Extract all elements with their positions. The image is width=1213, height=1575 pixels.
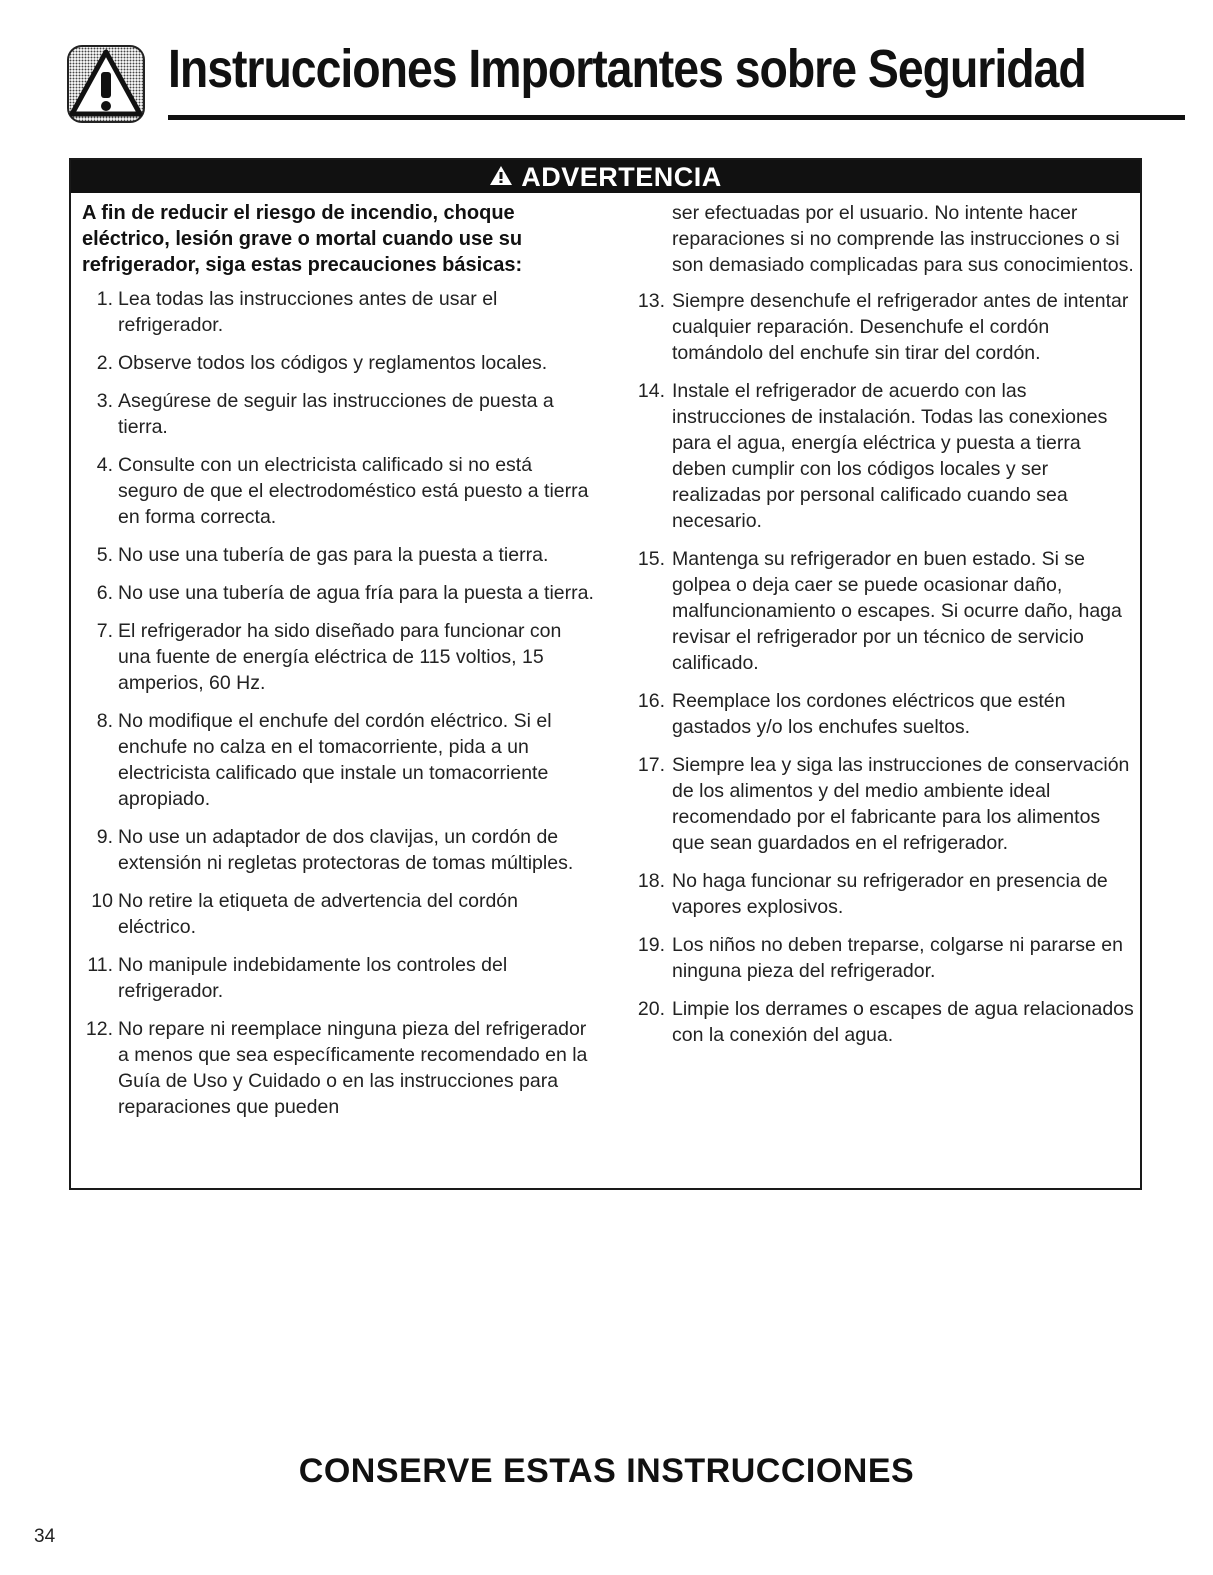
- list-item: 12. No repare ni reemplace ninguna pieza del refrigerador a menos que sea específicamente recomendado en la Guía de Uso y Cuidado o en las instrucciones para reparaciones que pueden: [85, 1018, 588, 1118]
- list-item: 17. Siempre lea y siga las instrucciones de conservación de los alimentos y del medio ambiente ideal recomendado por el fabricante para los alimentos que sean guardados en el refrigerador.: [637, 754, 1130, 854]
- list-item: 6. No use una tubería de agua fría para la puesta a tierra.: [96, 582, 594, 604]
- list-item: 9. No use un adaptador de dos clavijas, un cordón de extensión ni regletas protectoras de tomas múltiples.: [96, 826, 574, 874]
- item-12-continuation: ser efectuadas por el usuario. No intente hacer reparaciones si no comprende las instrucciones o si son demasiado complicadas para sus conocimientos.: [672, 202, 1134, 276]
- list-item: 2. Observe todos los códigos y reglamentos locales.: [96, 352, 548, 374]
- list-item: 8. No modifique el enchufe del cordón eléctrico. Si el enchufe no calza en el tomacorriente, pida a un electricista calificado que instale un tomacorriente apropiado.: [96, 710, 552, 810]
- warning-intro: A fin de reducir el riesgo de incendio, choque eléctrico, lesión grave o mortal cuando use su refrigerador, siga estas precauciones básicas:: [82, 202, 523, 276]
- list-item: 19. Los niños no deben treparse, colgarse ni pararse en ninguna pieza del refrigerador.: [637, 934, 1123, 982]
- list-item: 4. Consulte con un electricista calificado si no está seguro de que el electrodoméstico está puesto a tierra en forma correcta.: [96, 454, 589, 528]
- warning-box: [69, 158, 1142, 1190]
- list-item: 7. El refrigerador ha sido diseñado para funcionar con una fuente de energía eléctrica de 115 voltios, 15 amperios, 60 Hz.: [96, 620, 562, 694]
- list-item: 11. No manipule indebidamente los controles del refrigerador.: [87, 954, 508, 1002]
- title-rule: [168, 115, 1185, 120]
- list-item: 18. No haga funcionar su refrigerador en presencia de vapores explosivos.: [637, 870, 1108, 918]
- page-header: [66, 38, 1120, 128]
- page-title: Instrucciones Importantes sobre Seguridad: [168, 39, 1086, 99]
- list-item: 20. Limpie los derrames o escapes de agua relacionados con la conexión del agua.: [637, 998, 1134, 1046]
- list-item: 1. Lea todas las instrucciones antes de usar el refrigerador.: [96, 288, 498, 336]
- warning-small-icon: [489, 160, 513, 194]
- right-column: [614, 200, 1134, 1060]
- list-item: 3. Asegúrese de seguir las instrucciones de puesta a tierra.: [96, 390, 554, 438]
- list-item: 14. Instale el refrigerador de acuerdo con las instrucciones de instalación. Todas las conexiones para el agua, energía eléctrica y puesta a tierra deben cumplir con los códigos locales y ser realizadas por personal calificado cuando sea necesario.: [637, 380, 1108, 532]
- footer-title: CONSERVE ESTAS INSTRUCCIONES: [298, 1452, 915, 1490]
- list-item: 15. Mantenga su refrigerador en buen estado. Si se golpea o deja caer se puede ocasionar daño, malfuncionamiento o escapes. Si ocurre daño, haga revisar el refrigerador por un técnico de servicio calificado.: [637, 548, 1122, 674]
- list-item: 16. Reemplace los cordones eléctricos que estén gastados y/o los enchufes sueltos.: [637, 690, 1066, 738]
- list-item: 5. No use una tubería de gas para la puesta a tierra.: [96, 544, 549, 566]
- list-item: 10 No retire la etiqueta de advertencia del cordón eléctrico.: [91, 890, 518, 938]
- warning-banner: [71, 160, 1140, 193]
- warning-triangle-icon: [66, 44, 146, 124]
- list-item: 13. Siempre desenchufe el refrigerador antes de intentar cualquier reparación. Desenchufe el cordón tomándolo del enchufe sin tirar del cordón.: [637, 290, 1129, 364]
- safety-list-left: [82, 286, 597, 1120]
- warning-label: ADVERTENCIA: [521, 162, 722, 192]
- safety-list-right: [614, 288, 1134, 1048]
- page-number: 34: [34, 1526, 56, 1547]
- left-column: [82, 200, 597, 1132]
